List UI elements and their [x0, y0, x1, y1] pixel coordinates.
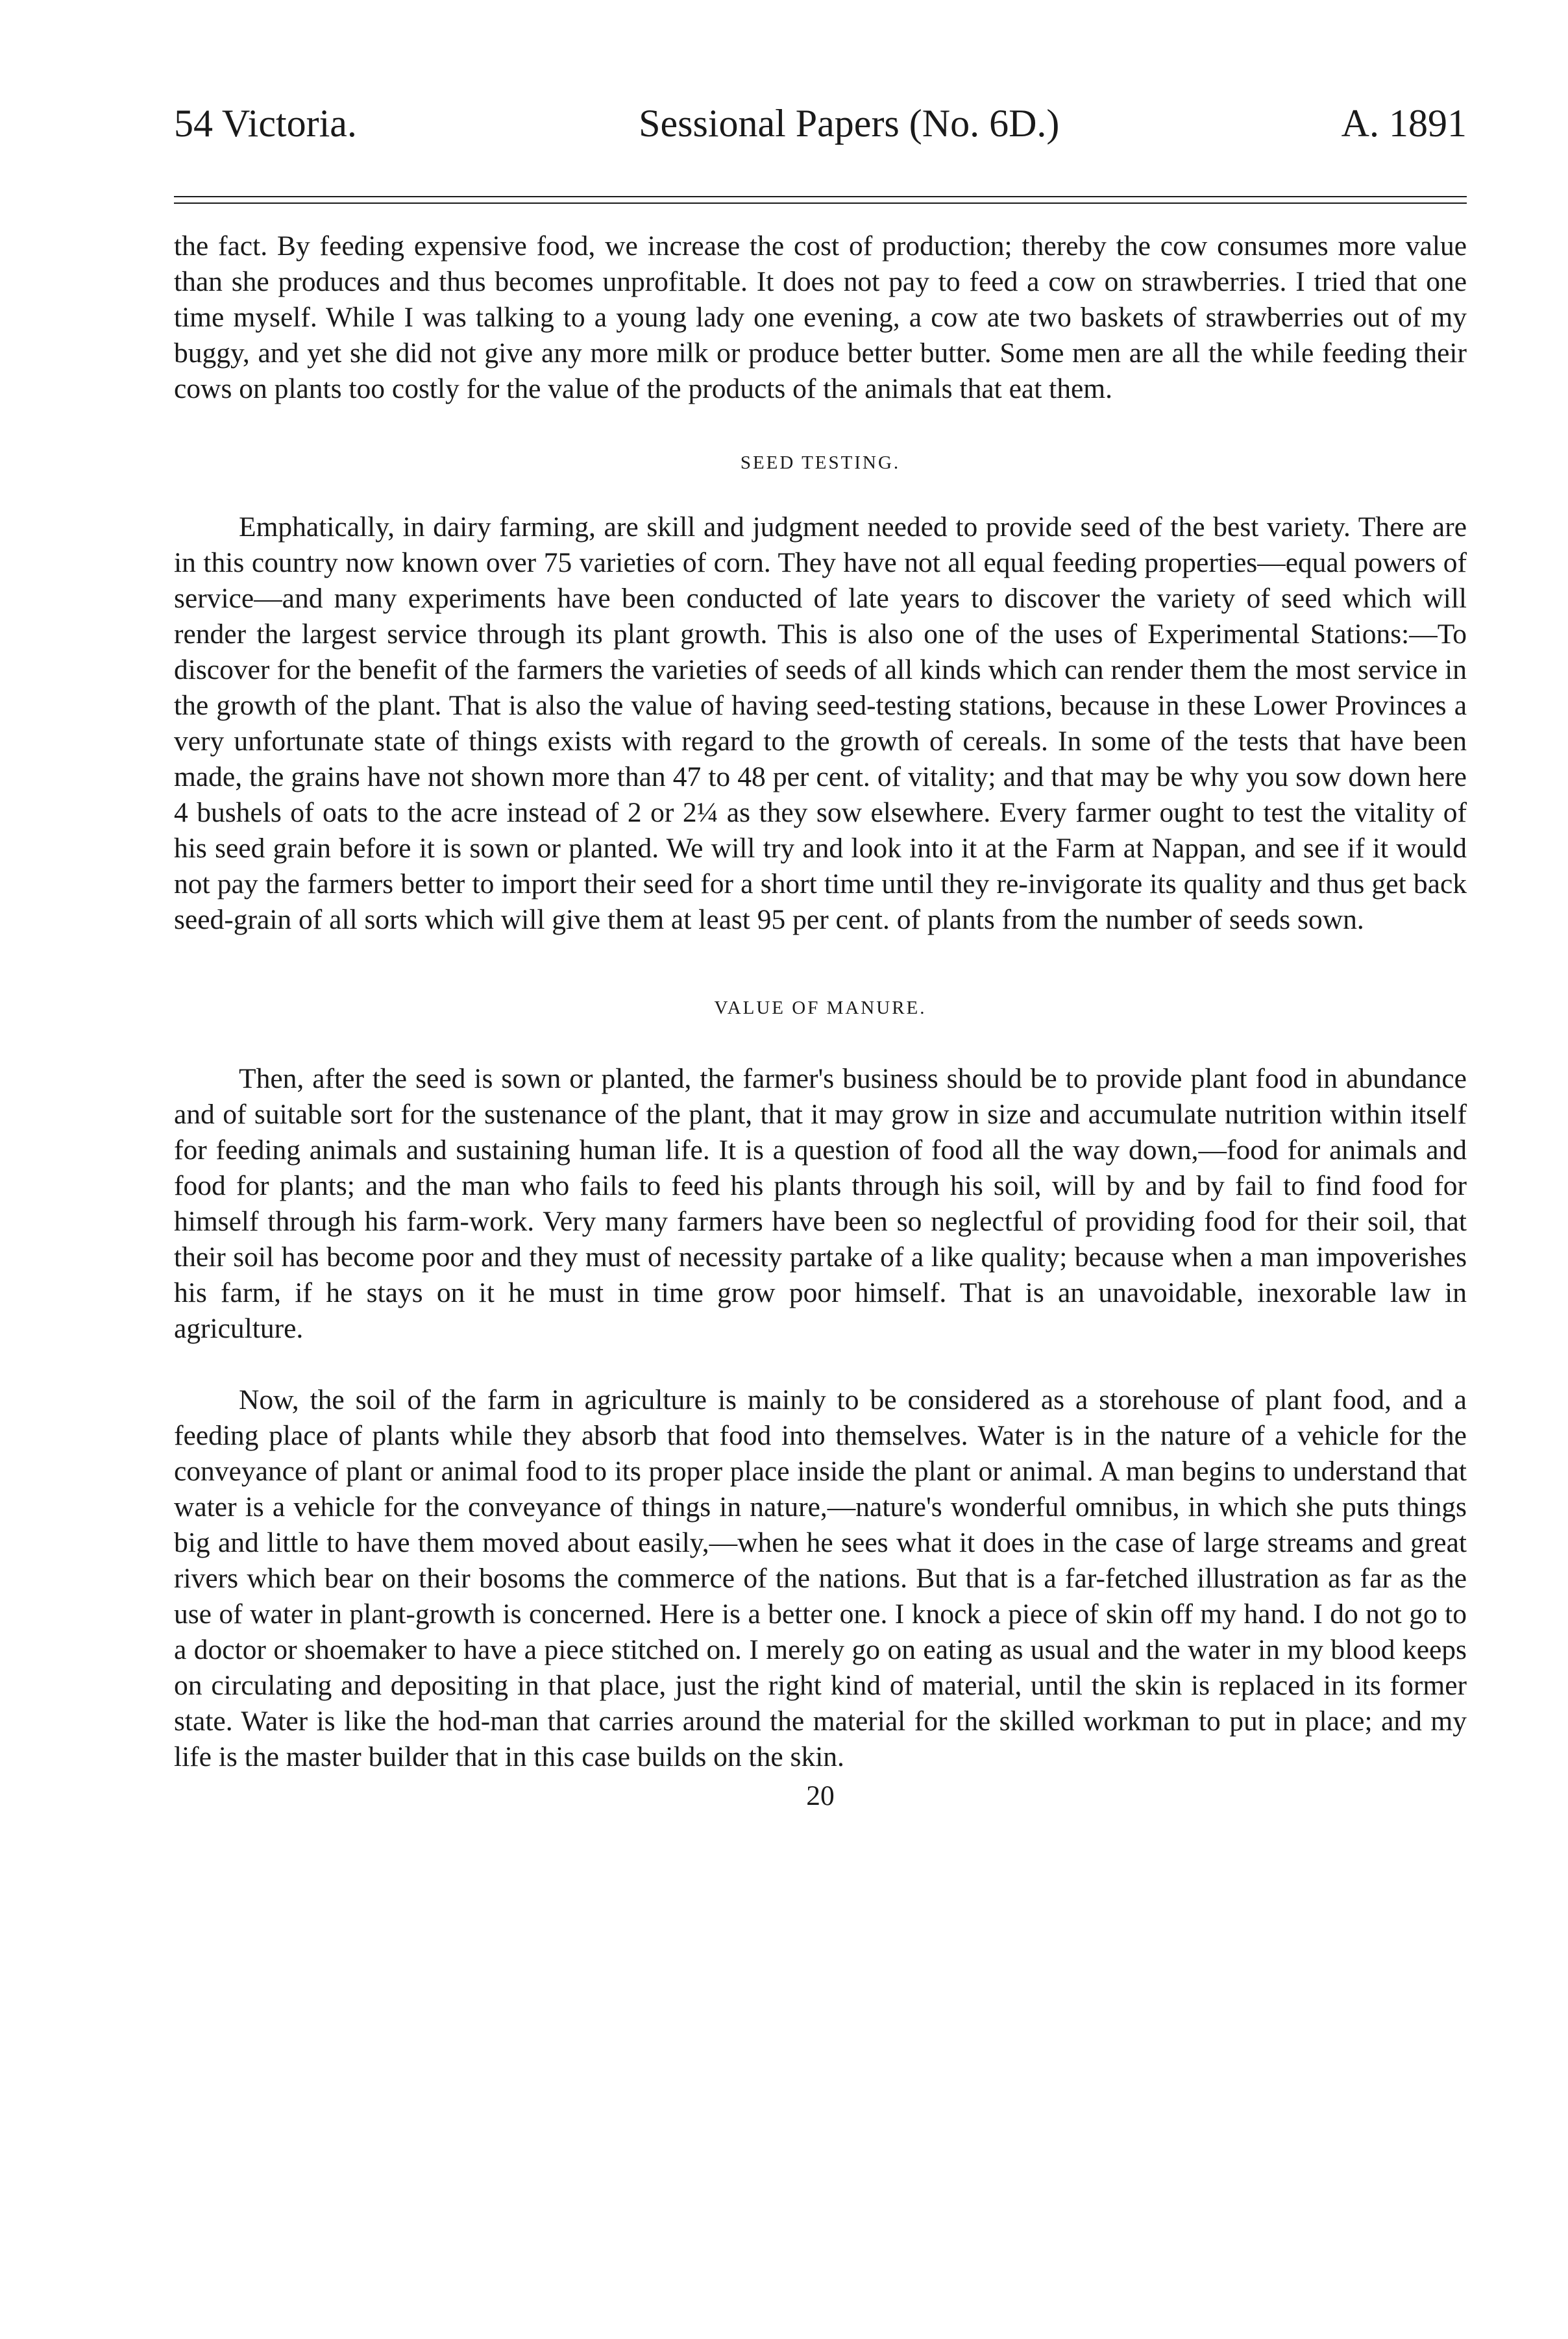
header-rule: [174, 196, 1467, 204]
paragraph-gap: [174, 1347, 1467, 1382]
seed-testing-paragraph: Emphatically, in dairy farming, are skill and judgment needed to provide seed of the best variety. There are in this country now known over 75 varieties of corn. They have not all equal feeding properties—equal powers of service—and many experiments have been conducted of late years to discover the variety of seed which will render the largest service through its plant growth. This is also one of the uses of Experimental Stations:—To discover for the benefit of the farmers the varieties of seeds of all kinds which can render them the most service in the growth of the plant. That is also the value of having seed-testing stations, because in these Lower Provinces a very unfortunate state of things exists with regard to the growth of cereals. In some of the tests that have been made, the grains have not shown more than 47 to 48 per cent. of vitality; and that may be why you sow down here 4 bushels of oats to the acre instead of 2 or 2¼ as they sow elsewhere. Every farmer ought to test the vitality of his seed grain before it is sown or planted. We will try and look into it at the Farm at Nappan, and see if it would not pay the farmers better to import their seed for a short time until they re-invigorate its quality and thus get back seed-grain of all sorts which will give them at least 95 per cent. of plants from the number of seeds sown.: [174, 511, 1467, 935]
manure-paragraph-2: Now, the soil of the farm in agriculture is mainly to be considered as a storehouse of plant food, and a feeding place of plants while they absorb that food into themselves. Water is in the nature of a vehicle for the conveyance of plant or animal food to its proper place inside the plant or animal. A man begins to understand that water is a vehicle for the conveyance of things in nature,—nature's wonderful omnibus, in which she puts things big and little to have them moved about easily,—when he sees what it does in the case of large streams and great rivers which bear on their bosoms the commerce of the nations. But that is a far-fetched illustration as far as the use of water in plant-growth is concerned. Here is a better one. I knock a piece of skin off my hand. I do not go to a doctor or shoemaker to have a piece stitched on. I merely go on eating as usual and the water in my blood keeps on circulating and depositing in that place, just the right kind of material, until the skin is replaced in its former state. Water is like the hod-man that carries around the material for the skilled workman to put in place; and my life is the master builder that in this case builds on the skin.: [174, 1384, 1467, 1772]
page-number: 20: [806, 1780, 835, 1811]
continuation-paragraph: the fact. By feeding expensive food, we increase the cost of production; thereby the cow consumes more value than she produces and thus becomes unprofitable. It does not pay to feed a cow on strawberries. I tried that one time myself. While I was talking to a young lady one evening, a cow ate two baskets of strawberries out of my buggy, and yet she did not give any more milk or produce better butter. Some men are all the while feeding their cows on plants too costly for the value of the products of the animals that eat them.: [174, 230, 1467, 404]
section-heading-seed-testing: SEED TESTING.: [740, 452, 901, 473]
running-header: [174, 97, 1467, 149]
header-title: Sessional Papers (No. 6D.): [639, 102, 1060, 145]
section-heading-value-of-manure: VALUE OF MANURE.: [714, 998, 927, 1018]
manure-paragraph-1: Then, after the seed is sown or planted, the farmer's business should be to provide plant food in abundance and of suitable sort for the sustenance of the plant, that it may grow in size and accumulate nutrition within itself for feeding animals and sustaining human life. It is a question of food all the way down,—food for animals and food for plants; and the man who fails to feed his plants through his soil, will by and by fail to find food for himself through his farm-work. Very many farmers have been so neglectful of providing food for their soil, that their soil has become poor and they must of necessity partake of a like quality; because when a man impoverishes his farm, if he stays on it he must in time grow poor himself. That is an unavoidable, inexorable law in agriculture.: [174, 1063, 1467, 1344]
header-volume: 54 Victoria.: [174, 102, 357, 145]
document-page: [174, 97, 1467, 1813]
header-year: A. 1891: [1341, 102, 1467, 145]
